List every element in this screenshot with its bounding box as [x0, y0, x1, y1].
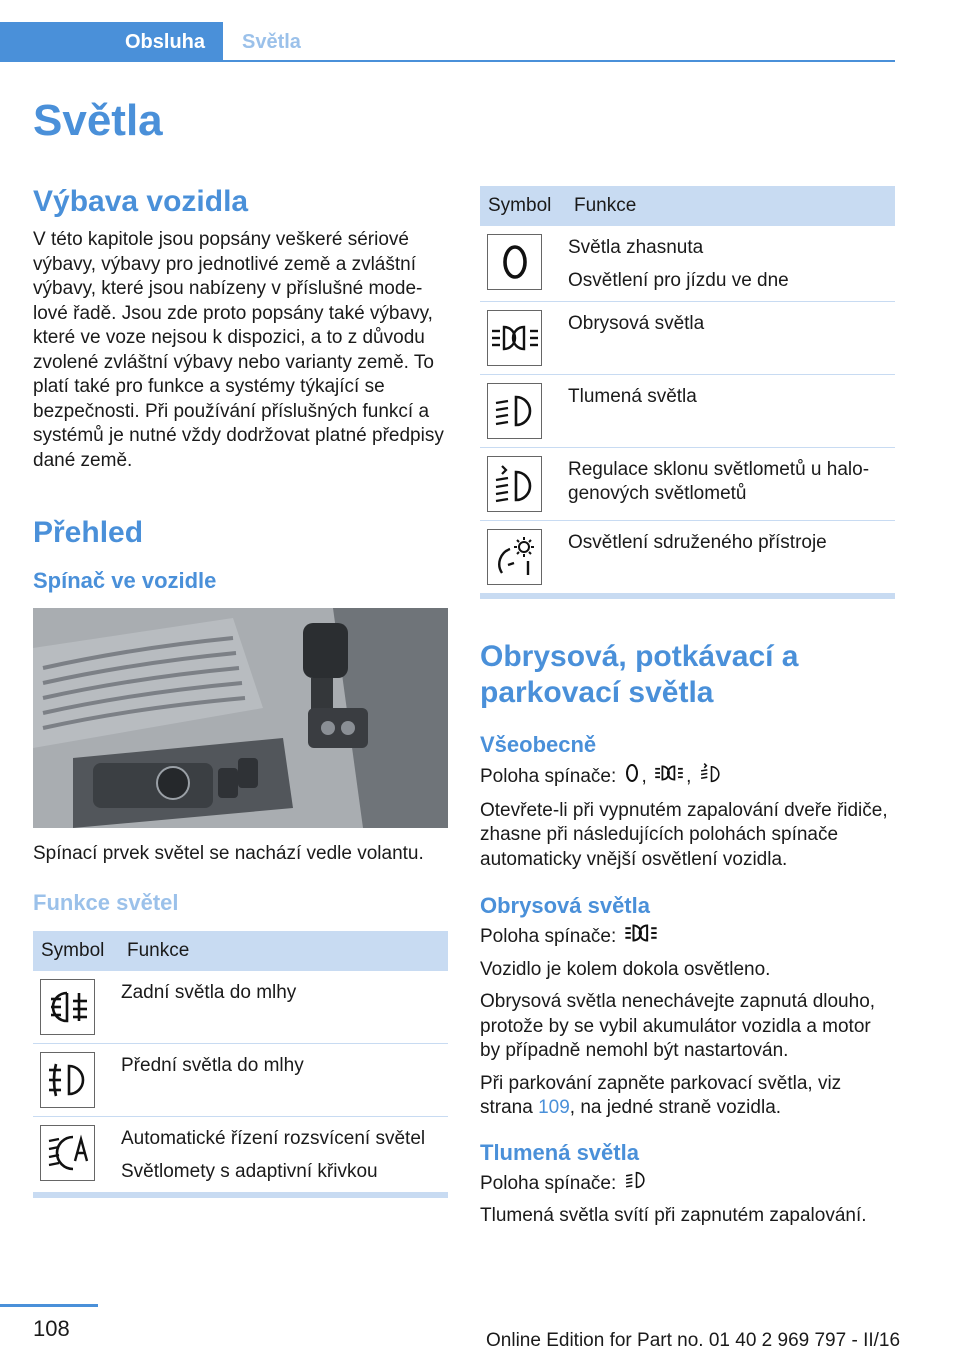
- row-function-text: Světlomety s adaptivní křivkou: [121, 1160, 378, 1182]
- col-symbol-header: Symbol: [488, 195, 552, 216]
- row-function-text: Zadní světla do mlhy: [121, 981, 297, 1003]
- low-beam-heading: Tlumená světla: [480, 1139, 639, 1165]
- table-row: [33, 1043, 448, 1116]
- col-function-header: Funkce: [127, 939, 190, 961]
- table-row: [480, 448, 895, 521]
- page-number: 108: [33, 1316, 70, 1341]
- left-symbol-table: [33, 931, 448, 1193]
- tab-svetla[interactable]: Světla: [242, 31, 301, 53]
- tab-obsluha[interactable]: Obsluha: [0, 22, 223, 62]
- parking-text-2: Obrysová světla nenechávejte zapnutá dlouho, protože by se vybil akumulátor vozidla a motor by případně nemohl být nastartován.: [480, 991, 876, 1061]
- functions-heading: Funkce světel: [33, 889, 179, 915]
- switch-heading: Spínač ve vozidle: [33, 568, 217, 593]
- headlight-range-control-icon: [699, 761, 723, 793]
- low-beam-icon: [624, 1169, 648, 1199]
- parking-switch-position: [480, 922, 895, 952]
- table-end-bar: [33, 1193, 448, 1198]
- switch-label: Poloha spínače:: [480, 925, 617, 947]
- page-title: Světla: [33, 96, 163, 145]
- parking-light-icon: [654, 763, 684, 791]
- row-function-text: Tlumená světla: [568, 386, 697, 407]
- left-column: [33, 184, 448, 1198]
- col-symbol-header: Symbol: [41, 939, 105, 961]
- top-tab-bar: [0, 22, 895, 62]
- dashboard-illustration: [33, 608, 448, 828]
- general-heading: Všeobecně: [480, 732, 597, 757]
- table-row: [480, 375, 895, 448]
- table-row: [33, 1116, 448, 1192]
- headlight-range-control-icon: [487, 456, 542, 512]
- table-end-bar: [480, 594, 895, 599]
- switch-label: Poloha spínače:: [480, 1172, 617, 1194]
- row-function-text: Přední světla do mlhy: [121, 1054, 304, 1076]
- right-column: [480, 186, 895, 1229]
- row-function-text: Regulace sklonu světlometů u halogenových světlometů: [568, 459, 870, 504]
- row-function-text: Světla zhasnuta: [568, 237, 704, 258]
- table-header-row: [480, 186, 895, 226]
- table-row: [480, 521, 895, 594]
- row-function-text: Osvětlení sdruženého přístroje: [568, 532, 827, 553]
- parking-text-3-start: Při parkování zapněte parkovací světla, viz strana: [480, 1072, 842, 1118]
- general-switch-positions: [480, 761, 895, 793]
- col-function-header: Funkce: [574, 195, 637, 216]
- parking-light-icon: [487, 310, 542, 366]
- photo-caption: Spínací prvek světel se nachází vedle volantu.: [33, 843, 424, 864]
- row-function-text: Obrysová světla: [568, 313, 705, 334]
- general-text: Otevřete-li při vypnutém zapalování dveře řidiče, zhasne při následujících polohách spínače automaticky vnější osvětlení vozidla.: [480, 799, 888, 870]
- edition-note: Online Edition for Part no. 01 40 2 969 797 - II/16: [486, 1330, 901, 1351]
- zero-position-icon: [487, 234, 542, 290]
- table-row: [33, 971, 448, 1044]
- table-row: [480, 302, 895, 375]
- equipment-heading: Výbava vozidla: [33, 185, 249, 218]
- separator: ,: [686, 765, 692, 787]
- low-beam-switch-position: [480, 1169, 895, 1199]
- zero-position-icon: [624, 762, 640, 792]
- equipment-text: V této kapitole jsou popsány veškeré sériové výbavy, výbavy pro jednotlivé země a zvláštní výbavy, které jsou nabízeny v příslušné modelové řadě. Jsou zde proto popsány také výbavy, které ve voze nejsou k dispozici, a to z důvodu zvolené zvláštní výbavy nebo varianty země. To platí také pro funkce a systémy týkající se bezpečnosti. Při používání příslušných funkcí a systémů je nutné vždy dodržovat platné předpisy dané země.: [33, 229, 444, 471]
- overview-heading: Přehled: [33, 516, 144, 549]
- table-row: [480, 226, 895, 302]
- low-beam-text: Tlumená světla svítí při zapnutém zapalování.: [480, 1205, 867, 1226]
- parking-text-3-end: , na jedné straně vozidla.: [569, 1097, 782, 1118]
- lights-section-heading: Obrysová, potkávací a parkovací světla: [480, 640, 799, 709]
- automatic-headlight-icon: [40, 1125, 95, 1181]
- page-link-109[interactable]: 109: [538, 1097, 570, 1118]
- instrument-lighting-icon: [487, 529, 542, 585]
- switch-label: Poloha spínače:: [480, 765, 617, 787]
- rear-fog-light-icon: [40, 979, 95, 1035]
- table-header-row: [33, 931, 448, 971]
- parking-light-icon: [624, 922, 658, 952]
- parking-text-1: Vozidlo je kolem dokola osvětleno.: [480, 958, 771, 980]
- separator: ,: [641, 765, 647, 787]
- row-function-text: Osvětlení pro jízdu ve dne: [568, 270, 789, 291]
- parking-lights-heading: Obrysová světla: [480, 893, 650, 918]
- light-switch-photo: [33, 608, 448, 828]
- footer-accent-line: [0, 1304, 98, 1307]
- row-function-text: Automatické řízení rozsvícení světel: [121, 1127, 426, 1149]
- front-fog-light-icon: [40, 1052, 95, 1108]
- parking-text-3: [480, 1072, 895, 1121]
- low-beam-icon: [487, 383, 542, 439]
- right-symbol-table: [480, 186, 895, 594]
